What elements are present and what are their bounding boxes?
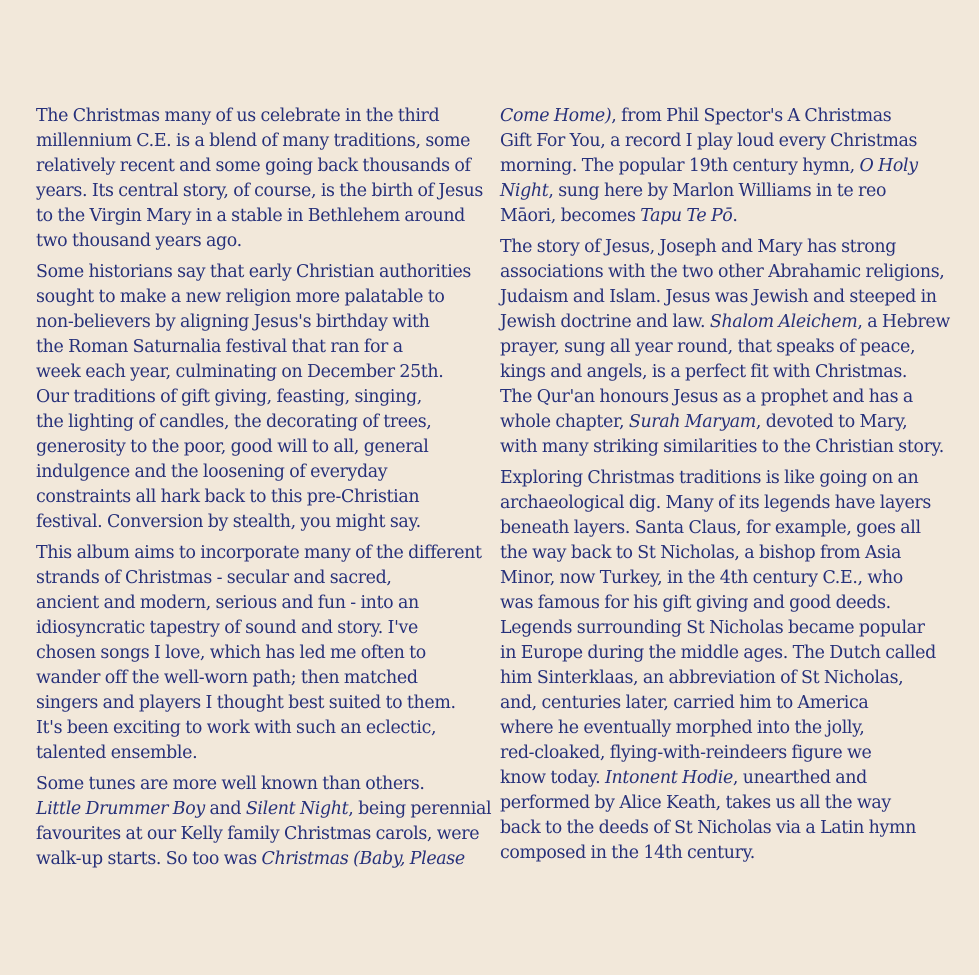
text-line: performed by Alice Keath, takes us all the way bbox=[500, 793, 891, 813]
paragraph-christmas-traditions bbox=[36, 104, 491, 254]
text-line: indulgence and the loosening of everyday bbox=[36, 462, 388, 482]
text-line: week each year, culminating on December 25th. bbox=[36, 362, 444, 382]
text-line: and, centuries later, carried him to America bbox=[500, 693, 869, 713]
text-line: millennium C.E. is a blend of many traditions, some bbox=[36, 131, 471, 151]
text-fragment: know today. bbox=[500, 768, 605, 788]
text-line: sought to make a new religion more palatable to bbox=[36, 287, 445, 307]
text-fragment: , devoted to Mary, bbox=[755, 412, 908, 432]
text-line: was famous for his gift giving and good deeds. bbox=[500, 593, 891, 613]
text-fragment: and bbox=[204, 799, 246, 819]
text-fragment: Jewish doctrine and law. bbox=[500, 312, 710, 332]
song-title: Intonent Hodie bbox=[604, 768, 733, 788]
text-line bbox=[36, 847, 491, 872]
text-line: to the Virgin Mary in a stable in Bethlehem around bbox=[36, 206, 465, 226]
text-line: Some historians say that early Christian authorities bbox=[36, 262, 471, 282]
text-line: beneath layers. Santa Claus, for example, goes all bbox=[500, 518, 921, 538]
text-line: chosen songs I love, which has led me often to bbox=[36, 643, 426, 663]
text-line: non-believers by aligning Jesus's birthday with bbox=[36, 312, 430, 332]
text-line: idiosyncratic tapestry of sound and story. I've bbox=[36, 618, 418, 638]
song-title: Tapu Te Pō bbox=[640, 206, 733, 226]
text-line: years. Its central story, of course, is the birth of Jesus bbox=[36, 181, 483, 201]
text-line bbox=[500, 179, 960, 204]
text-line bbox=[500, 410, 960, 435]
text-line: Minor, now Turkey, in the 4th century C.E., who bbox=[500, 568, 903, 588]
text-line bbox=[36, 797, 491, 822]
text-line: composed in the 14th century. bbox=[500, 843, 755, 863]
paragraph-album-aims bbox=[36, 541, 491, 766]
text-line: strands of Christmas - secular and sacred, bbox=[36, 568, 392, 588]
text-line: The Qur'an honours Jesus as a prophet and has a bbox=[500, 387, 913, 407]
text-line: in Europe during the middle ages. The Dutch called bbox=[500, 643, 936, 663]
song-title: Come Home) bbox=[500, 106, 612, 126]
song-title: Christmas (Baby, Please bbox=[261, 849, 465, 869]
text-line: Legends surrounding St Nicholas became popular bbox=[500, 618, 925, 638]
text-line: kings and angels, is a perfect fit with Christmas. bbox=[500, 362, 908, 382]
text-line: talented ensemble. bbox=[36, 743, 198, 763]
paragraph-abrahamic-religions bbox=[500, 235, 960, 460]
text-line: relatively recent and some going back thousands of bbox=[36, 156, 471, 176]
paragraph-phil-spector bbox=[500, 104, 960, 229]
text-fragment: . bbox=[732, 206, 738, 226]
text-fragment: , unearthed and bbox=[732, 768, 867, 788]
text-line bbox=[500, 104, 960, 129]
text-fragment: morning. The popular 19th century hymn, bbox=[500, 156, 860, 176]
text-line: associations with the two other Abrahamic religions, bbox=[500, 262, 945, 282]
text-fragment: , being perennial bbox=[348, 799, 492, 819]
text-line: Exploring Christmas traditions is like going on an bbox=[500, 468, 919, 488]
paragraph-saturnalia bbox=[36, 260, 491, 535]
text-line: It's been exciting to work with such an eclectic, bbox=[36, 718, 437, 738]
text-line: Our traditions of gift giving, feasting, singing, bbox=[36, 387, 422, 407]
text-line: ancient and modern, serious and fun - into an bbox=[36, 593, 419, 613]
text-line: him Sinterklaas, an abbreviation of St Nicholas, bbox=[500, 668, 904, 688]
text-line: singers and players I thought best suited to them. bbox=[36, 693, 456, 713]
text-line: wander off the well-worn path; then matched bbox=[36, 668, 418, 688]
text-line: The Christmas many of us celebrate in the third bbox=[36, 106, 440, 126]
song-title: O Holy bbox=[859, 156, 918, 176]
song-title: Surah Maryam bbox=[628, 412, 756, 432]
text-line: Some tunes are more well known than others. bbox=[36, 774, 425, 794]
right-column bbox=[500, 104, 960, 872]
text-line: favourites at our Kelly family Christmas carols, were bbox=[36, 824, 480, 844]
text-line: festival. Conversion by stealth, you might say. bbox=[36, 512, 421, 532]
song-title: Shalom Aleichem bbox=[709, 312, 858, 332]
text-line: two thousand years ago. bbox=[36, 231, 242, 251]
text-fragment: Māori, becomes bbox=[500, 206, 641, 226]
text-line: The story of Jesus, Joseph and Mary has strong bbox=[500, 237, 897, 257]
text-line: Gift For You, a record I play loud every Christmas bbox=[500, 131, 918, 151]
text-line: the lighting of candles, the decorating of trees, bbox=[36, 412, 432, 432]
text-line: This album aims to incorporate many of the different bbox=[36, 543, 482, 563]
text-line: generosity to the poor, good will to all, general bbox=[36, 437, 429, 457]
text-fragment: whole chapter, bbox=[500, 412, 629, 432]
text-line: the Roman Saturnalia festival that ran for a bbox=[36, 337, 403, 357]
left-column bbox=[36, 104, 491, 878]
text-line: Judaism and Islam. Jesus was Jewish and steeped in bbox=[500, 287, 937, 307]
paragraph-st-nicholas bbox=[500, 466, 960, 866]
text-line: archaeological dig. Many of its legends have layers bbox=[500, 493, 931, 513]
text-fragment: walk-up starts. So too was bbox=[36, 849, 262, 869]
song-title: Night bbox=[500, 181, 549, 201]
text-fragment: , sung here by Marlon Williams in te reo bbox=[548, 181, 887, 201]
text-line: the way back to St Nicholas, a bishop from Asia bbox=[500, 543, 901, 563]
text-line: back to the deeds of St Nicholas via a Latin hymn bbox=[500, 818, 916, 838]
text-line bbox=[500, 154, 960, 179]
text-line bbox=[500, 310, 960, 335]
song-title: Silent Night bbox=[245, 799, 349, 819]
song-title: Little Drummer Boy bbox=[36, 799, 205, 819]
text-line: constraints all hark back to this pre-Christian bbox=[36, 487, 420, 507]
text-line: with many striking similarities to the Christian story. bbox=[500, 437, 944, 457]
text-line: red-cloaked, flying-with-reindeers figure we bbox=[500, 743, 872, 763]
text-line: where he eventually morphed into the jolly, bbox=[500, 718, 865, 738]
text-line bbox=[500, 204, 960, 229]
text-fragment: , from Phil Spector's A Christmas bbox=[611, 106, 892, 126]
text-line bbox=[500, 766, 960, 791]
paragraph-well-known-tunes bbox=[36, 772, 491, 872]
text-fragment: , a Hebrew bbox=[857, 312, 950, 332]
text-line: prayer, sung all year round, that speaks of peace, bbox=[500, 337, 916, 357]
